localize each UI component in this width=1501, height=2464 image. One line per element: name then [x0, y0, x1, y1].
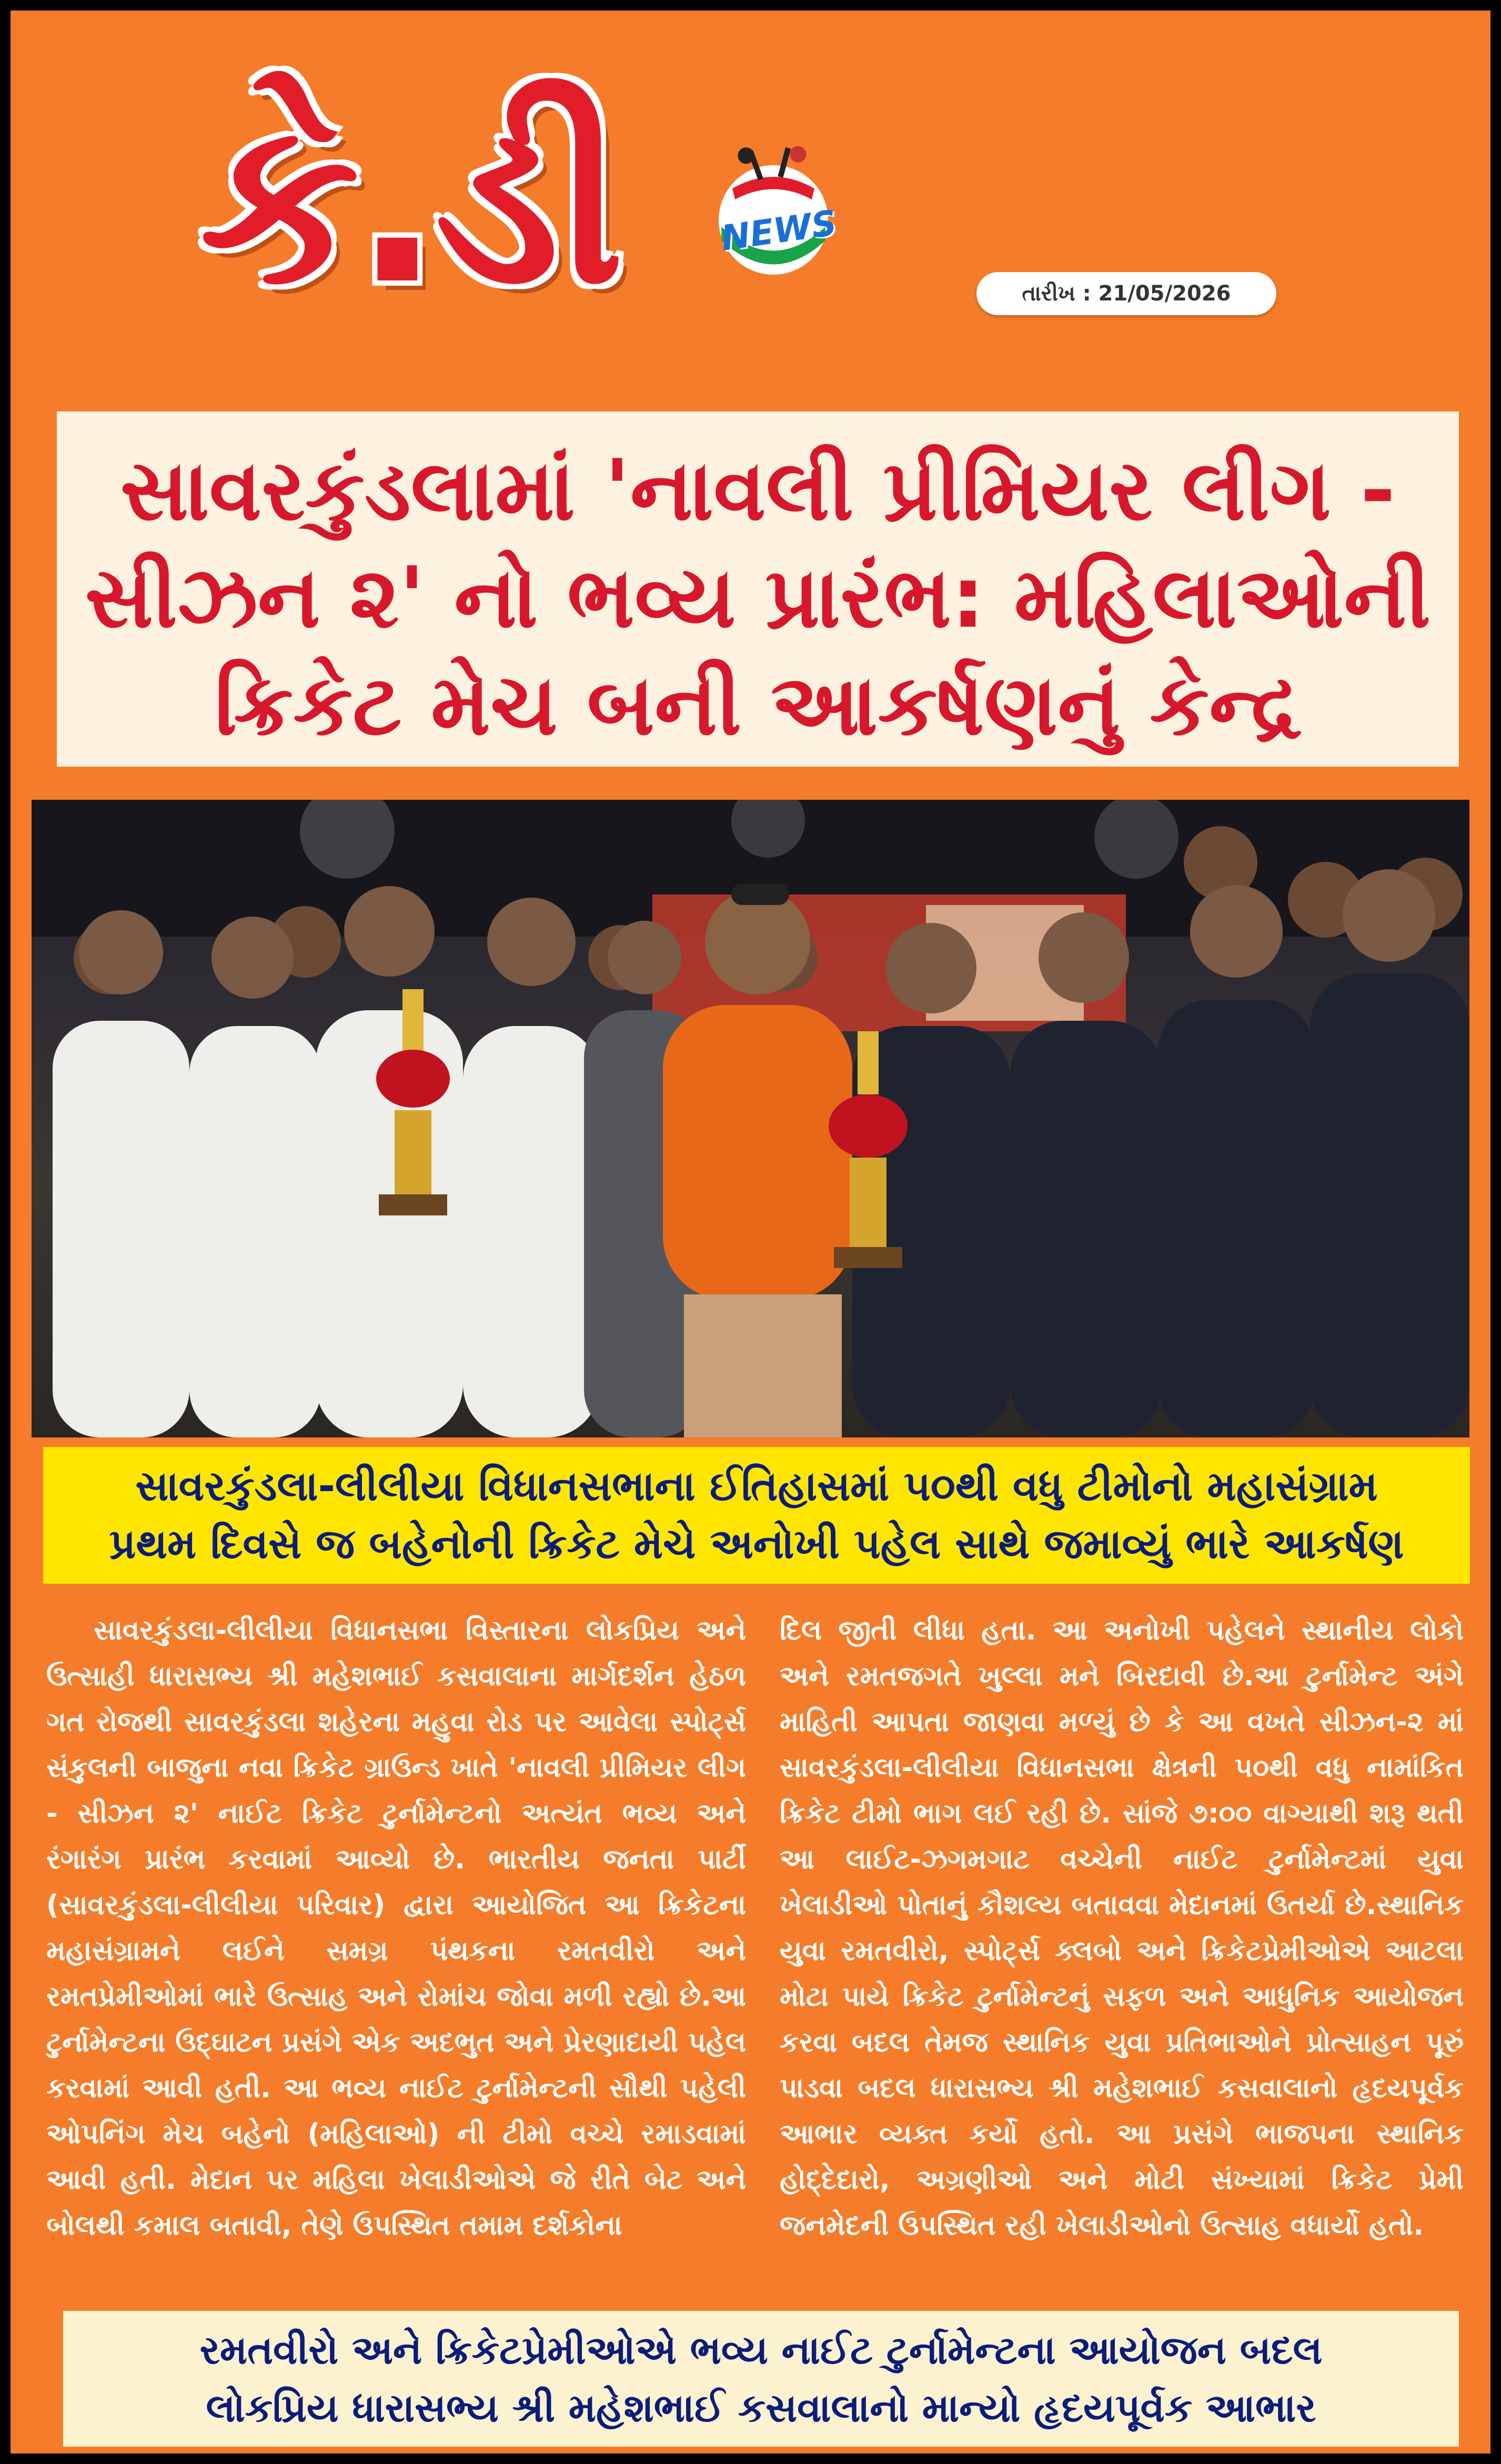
article-column-right: દિલ જીતી લીધા હતા. આ અનોખી પહેલને સ્થાનીય લોકો અને રમતજગતે ખુલ્લા મને બિરદાવી છે.આ ટુર્નામેન્ટ અંગે માહિતી આપતા જાણવા મળ્યું છે કે આ વખતે સીઝન-૨ માં સાવરકુંડલા-લીલીયા વિધાનસભા ક્ષેત્રની ૫૦થી વધુ નામાંકિત ક્રિકેટ ટીમો ભાગ લઈ રહી છે. સાંજે ૭:૦૦ વાગ્યાથી શરૂ થતી આ લાઈટ-ઝગમગાટ વચ્ચેની નાઈટ ટુર્નામેન્ટમાં યુવા ખેલાડીઓ પોતાનું કૌશલ્ય બતાવવા મેદાનમાં ઉતર્યા છે.સ્થાનિક યુવા રમતવીરો, સ્પોર્ટ્સ ક્લબો અને ક્રિકેટપ્રેમીઓએ આટલા મોટા પાયે ક્રિકેટ ટુર્નામેન્ટનું સફળ અને આધુનિક આયોજન કરવા બદલ તેમજ સ્થાનિક યુવા પ્રતિભાઓને પ્રોત્સાહન પૂરું પાડવા બદલ ધારાસભ્ય શ્રી મહેશભાઈ કસવાલાનો હૃદયપૂર્વક આભાર વ્યક્ત કર્યો હતો. આ પ્રસંગે ભાજપના સ્થાનિક હોદ્દેદારો, અગ્રણીઓ અને મોટી સંખ્યામાં ક્રિકેટ પ્રેમી જનમેદની ઉપસ્થિત રહી ખેલાડીઓનો ઉત્સાહ વધાર્યો હતો. — [780, 1615, 1464, 2241]
footer-line-2: લોકપ્રિય ધારાસભ્ય શ્રી મહેશભાઈ કસવાલાનો માન્યો હૃદયપૂર્વક આભાર — [206, 2386, 1316, 2431]
headline-box — [57, 411, 1459, 767]
headline-line-1: સાવરકુંડલામાં 'નાવલી પ્રીમિયર લીગ - — [120, 441, 1396, 539]
logo-wordmark: કે.ડી — [200, 71, 619, 334]
footer-highlight — [63, 2311, 1459, 2447]
news-badge-label: NEWS — [718, 202, 839, 259]
subhead-line-1: સાવરકુંડલા-લીલીયા વિધાનસભાના ઈતિહાસમાં ૫૦થી વધુ ટીમોનો મહાસંગ્રામ — [135, 1463, 1378, 1510]
article-column-left: સાવરકુંડલા-લીલીયા વિધાનસભા વિસ્તારના લોકપ્રિય અને ઉત્સાહી ધારાસભ્ય શ્રી મહેશભાઈ કસવાલાના માર્ગદર્શન હેઠળ ગત રોજથી સાવરકુંડલા શહેરના મહુવા રોડ પર આવેલા સ્પોર્ટ્સ સંકુલની બાજુના નવા ક્રિકેટ ગ્રાઉન્ડ ખાતે 'નાવલી પ્રીમિયર લીગ - સીઝન ૨' નાઈટ ક્રિકેટ ટુર્નામેન્ટનો અત્યંત ભવ્ય અને રંગારંગ પ્રારંભ કરવામાં આવ્યો છે. ભારતીય જનતા પાર્ટી (સાવરકુંડલા-લીલીયા પરિવાર) દ્વારા આયોજિત આ ક્રિકેટના મહાસંગ્રામને લઈને સમગ્ર પંથકના રમતવીરો અને રમતપ્રેમીઓમાં ભારે ઉત્સાહ અને રોમાંચ જોવા મળી રહ્યો છે.આ ટુર્નામેન્ટના ઉદ્ઘાટન પ્રસંગે એક અદભુત અને પ્રેરણાદાયી પહેલ કરવામાં આવી હતી. આ ભવ્ય નાઈટ ટુર્નામેન્ટની સૌથી પહેલી ઓપનિંગ મેચ બહેનો (મહિલાઓ) ની ટીમો વચ્ચે રમાડવામાં આવી હતી. મેદાન પર મહિલા ખેલાડીઓએ જે રીતે બેટ અને બોલથી કમાલ બતાવી, તેણે ઉપસ્થિત તમામ દર્શકોના — [46, 1615, 746, 2241]
headline-line-3: ક્રિકેટ મેચ બની આકર્ષણનું કેન્દ્ર — [215, 656, 1301, 754]
date-badge: તારીખ : 21/05/2026 — [976, 272, 1276, 315]
event-photo-illustration — [32, 800, 1469, 1437]
masthead-logo — [200, 55, 863, 403]
news-page — [11, 11, 1490, 2453]
event-photo — [32, 800, 1469, 1437]
footer-line-1: રમતવીરો અને ક્રિકેટપ્રેમીઓએ ભવ્ય નાઈટ ટુર્નામેન્ટના આયોજન બદલ — [199, 2328, 1323, 2373]
headline-line-2: સીઝન ૨' નો ભવ્ય પ્રારંભ: મહિલાઓની — [85, 548, 1431, 647]
subhead-line-2: પ્રથમ દિવસે જ બહેનોની ક્રિકેટ મેચે અનોખી પહેલ સાથે જમાવ્યું ભારે આકર્ષણ — [109, 1521, 1404, 1568]
subhead-box — [43, 1447, 1470, 1584]
